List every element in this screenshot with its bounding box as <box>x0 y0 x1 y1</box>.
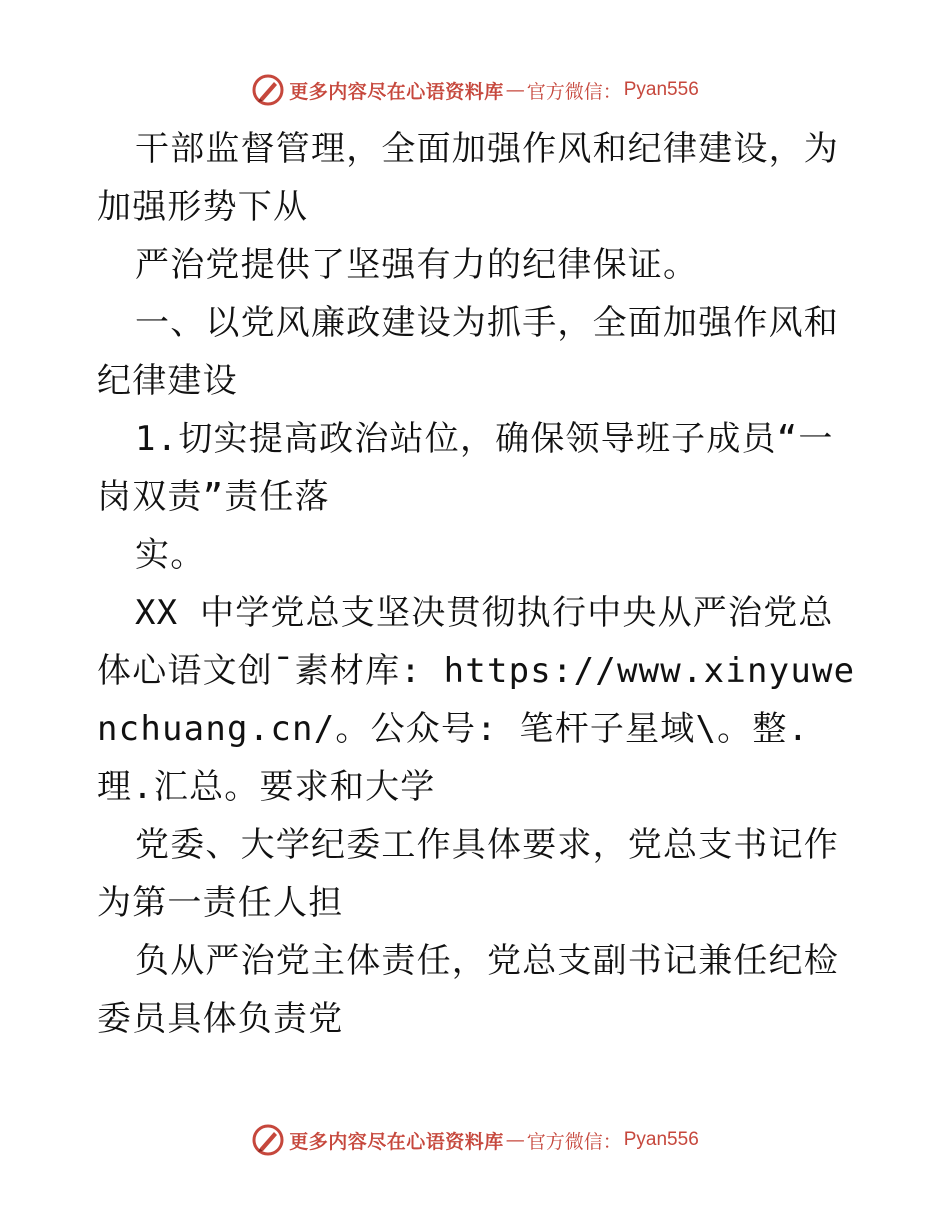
paragraph: 严治党提供了坚强有力的纪律保证。 <box>135 245 699 285</box>
paragraph: 负从严治党主体责任，党总支副书记兼任纪检委员具体负责党 <box>97 941 839 1039</box>
banner-dash: — <box>505 1129 525 1151</box>
paragraph: 党委、大学纪委工作具体要求，党总支书记作为第一责任人担 <box>97 825 839 923</box>
banner-main-text: 更多内容尽在心语资料库 <box>289 80 504 103</box>
header-banner <box>0 70 950 110</box>
document-body <box>97 120 857 1048</box>
paragraph: 干部监督管理，全面加强作风和纪律建设，为加强形势下从 <box>97 129 839 227</box>
paragraph: 实。 <box>135 535 206 575</box>
paragraph: 1.切实提高政治站位，确保领导班子成员“一岗双责”责任落 <box>97 419 834 517</box>
banner-official-label: 官方微信： <box>526 1130 622 1153</box>
paragraph: 一、以党风廉政建设为抓手，全面加强作风和纪律建设 <box>97 303 839 401</box>
paragraph: XX 中学党总支坚决贯彻执行中央从严治党总体心语文创¯素材库: https://www.xinyuwenchuang.cn/。公众号: 笔杆子星域\。整.理.汇总。要求和大学 <box>97 593 856 807</box>
banner-official-label: 官方微信： <box>526 80 622 103</box>
pen-logo-icon <box>251 1123 285 1157</box>
footer-banner <box>0 1120 950 1160</box>
banner-wechat-id: Pyan556 <box>623 1129 699 1150</box>
pen-logo-icon <box>251 73 285 107</box>
banner-dash: — <box>505 79 525 101</box>
banner-wechat-id: Pyan556 <box>623 79 699 100</box>
banner-main-text: 更多内容尽在心语资料库 <box>289 1130 504 1153</box>
